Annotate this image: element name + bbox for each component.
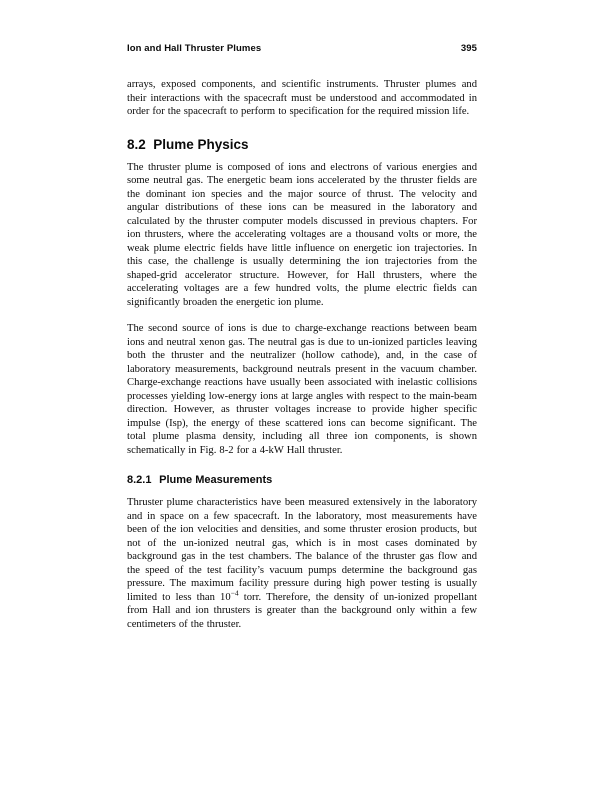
paragraph-charge-exchange: The second source of ions is due to charge-exchange reactions between beam ions and neutral xenon gas. The neutral gas is due to un-ionized particles leaving both the thruster and the neutralizer (hollow cathode), and, in the case of laboratory measurements, background neutrals present in the vacuum chamber. Charge-exchange reactions have usually been associated with inelastic collisions processes yielding low-energy ions at large angles with respect to the main-beam direction. However, as thruster voltages increase to provide higher specific impulse (Isp), the energy of these scattered ions can become significant. The total plume plasma density, including all three ion components, is shown schematically in Fig. 8-2 for a 4-kW Hall thruster. xyxy=(127,323,477,456)
paragraph-intro: arrays, exposed components, and scientific instruments. Thruster plumes and their interactions with the spacecraft must be understood and accommodated in order for the spacecraft to perform to specification for the required mission life. xyxy=(127,79,477,117)
paragraph-measurements xyxy=(127,496,477,631)
measurements-text-before-exponent: Thruster plume characteristics have been measured extensively in the laboratory and in space on a few spacecraft. In the laboratory, most measurements have been of the ion velocities and densities, and some thruster erosion products, but not of the un-ionized neutral gas, which is in most cases dominated by background gas in the test chambers. The balance of the thruster gas flow and the speed of the test facility’s vacuum pumps determine the background gas pressure. The maximum facility pressure during high power testing is usually limited to less than 10 xyxy=(127,497,477,603)
running-title: Ion and Hall Thruster Plumes xyxy=(127,43,262,54)
subsection-number: 8.2.1 xyxy=(127,474,152,486)
paragraph-plume-composition: The thruster plume is composed of ions and electrons of various energies and some neutral gas. The energetic beam ions accelerated by the thruster fields are the dominant ion species and the major source of thrust. The velocity and angular distributions of these ions can be measured in the laboratory and calculated by the thruster computer models discussed in previous chapters. For ion thrusters, where the accelerating voltages are a thousand volts or more, the weak plume electric fields have little influence on energetic ion trajectories. In this case, the challenge is usually determining the ion trajectories from the shaped-grid accelerator structure. However, for Hall thrusters, where the accelerating voltages are a few hundred volts, the plume electric fields can significantly broaden the energetic ion plume. xyxy=(127,161,477,308)
section-number: 8.2 xyxy=(127,136,146,152)
section-title: Plume Physics xyxy=(153,136,249,152)
subsection-title: Plume Measurements xyxy=(159,474,273,486)
page-body xyxy=(127,78,477,631)
subsection-heading xyxy=(127,474,477,486)
section-heading xyxy=(127,137,477,152)
pressure-exponent: −4 xyxy=(230,587,239,597)
measurements-text-after-exponent: torr. Therefore, the density of un-ionized propellant from Hall and ion thrusters is greater than the background only within a few centimeters of the thruster. xyxy=(127,591,478,630)
page-number: 395 xyxy=(460,43,477,54)
running-header xyxy=(127,43,477,54)
